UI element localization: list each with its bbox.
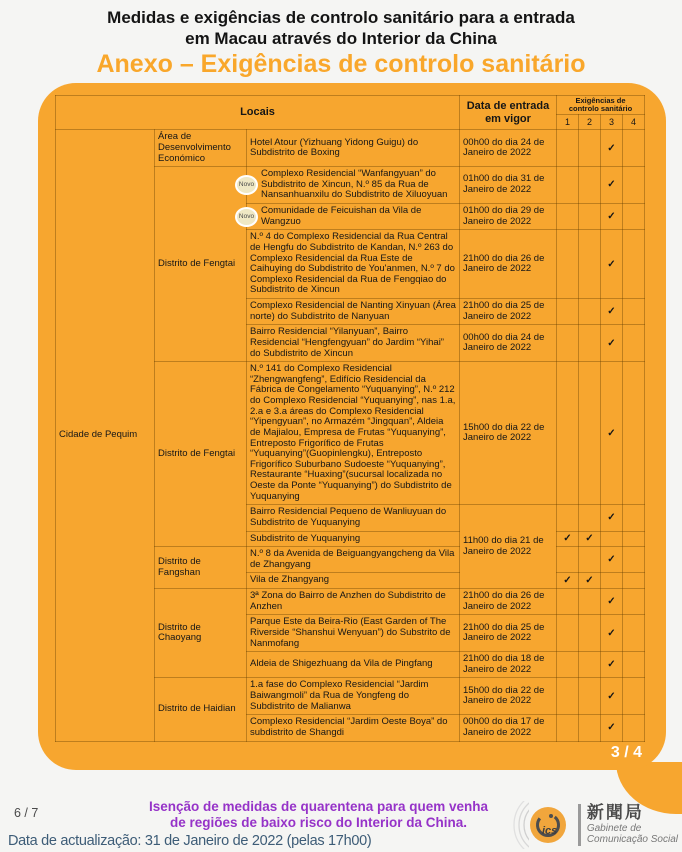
- annex-subtitle: Anexo – Exigências de controlo sanitário: [96, 49, 586, 78]
- district-cell: Distrito de Fangshan: [155, 547, 247, 589]
- check-cell-4: [623, 589, 645, 615]
- check-cell-1: [557, 547, 579, 573]
- document-page-number: 6 / 7: [14, 806, 39, 820]
- check-cell-3: ✓: [601, 130, 623, 167]
- check-cell-3: ✓: [601, 615, 623, 652]
- date-cell: 11h00 do dia 21 de Janeiro de 2022: [460, 505, 557, 589]
- panel-page-indicator: 3 / 4: [610, 743, 642, 761]
- location-cell: N.º 4 do Complexo Residencial da Rua Central de Hengfu do Subdistrito de Kandan, N.º 263 do Complexo Residencial da Rua Este de Caihuying do Subdistrito de You'anmen, N.º 7 do Complexo Residencial da Rua de Fengqiao do Subdistrito de Xincun: [247, 230, 460, 299]
- col-header-3: 3: [601, 115, 623, 130]
- col-header-2: 2: [579, 115, 601, 130]
- ics-logo-mark: [496, 801, 576, 849]
- check-cell-3: ✓: [601, 325, 623, 362]
- check-cell-2: [579, 615, 601, 652]
- date-cell: 01h00 do dia 29 de Janeiro de 2022: [460, 204, 557, 230]
- check-cell-3: ✓: [601, 204, 623, 230]
- location-cell: Bairro Residencial “Yilanyuan”, Bairro Residencial “Hengfengyuan” do Jardim “Yihai” do Subdistrito de Xincun: [247, 325, 460, 362]
- exemption-note-line1: Isenção de medidas de quarentena para quem venha: [148, 799, 489, 814]
- location-cell: Parque Este da Beira-Rio (East Garden of The Riverside “Shanshui Wenyuan”) do Substrito de Nanmofang: [247, 615, 460, 652]
- col-header-4: 4: [623, 115, 645, 130]
- logo-chinese-name: 新聞局: [586, 803, 644, 823]
- svg-text:ics: ics: [541, 825, 558, 837]
- page-title-line2: em Macau através do Interior da China: [185, 29, 497, 49]
- col-header-locais: Locais: [56, 95, 460, 130]
- check-cell-4: [623, 652, 645, 678]
- check-cell-2: [579, 230, 601, 299]
- col-header-1: 1: [557, 115, 579, 130]
- exemption-note: [140, 799, 497, 831]
- check-cell-4: [623, 299, 645, 325]
- check-cell-1: [557, 130, 579, 167]
- check-cell-3: ✓: [601, 715, 623, 741]
- logo-text-block: [587, 804, 678, 846]
- location-cell: N.º 8 da Avenida de Beiguangyangcheng da Vila de Zhangyang: [247, 547, 460, 573]
- logo-portuguese-name-line2: Comunicação Social: [586, 834, 678, 846]
- col-header-date: Data de entrada em vigor: [460, 95, 557, 130]
- district-cell: Distrito de Haidian: [155, 678, 247, 741]
- location-text: Complexo Residencial “Wanfangyuan” do Subdistrito de Xincun, N.º 85 da Rua de Nansanhuanxilu do Subdistrito de Xiluoyuan: [261, 168, 448, 201]
- city-cell: Cidade de Pequim: [56, 130, 155, 741]
- check-cell-1: [557, 230, 579, 299]
- document-footer: [0, 798, 682, 852]
- date-cell: 00h00 do dia 24 de Janeiro de 2022: [460, 325, 557, 362]
- date-cell: 01h00 do dia 31 de Janeiro de 2022: [460, 167, 557, 204]
- check-cell-2: [579, 505, 601, 531]
- date-cell: 00h00 do dia 17 de Janeiro de 2022: [460, 715, 557, 741]
- check-cell-1: ✓: [557, 531, 579, 547]
- check-cell-4: [623, 531, 645, 547]
- check-cell-2: [579, 299, 601, 325]
- check-cell-1: [557, 167, 579, 204]
- check-cell-4: [623, 325, 645, 362]
- check-cell-1: [557, 589, 579, 615]
- date-cell: 21h00 do dia 26 de Janeiro de 2022: [460, 589, 557, 615]
- location-text: Comunidade de Feicuishan da Vila de Wangzuo: [261, 205, 422, 227]
- col-header-exigencias: [557, 95, 645, 115]
- check-cell-2: [579, 652, 601, 678]
- check-cell-4: [623, 204, 645, 230]
- check-cell-3: ✓: [601, 362, 623, 505]
- location-cell: Subdistrito de Yuquanying: [247, 531, 460, 547]
- logo-portuguese-name-line1: Gabinete de: [586, 822, 642, 834]
- table-row: [56, 130, 645, 167]
- table-header-row: [56, 95, 645, 115]
- document-header: [0, 0, 682, 77]
- date-cell: 21h00 do dia 18 de Janeiro de 2022: [460, 652, 557, 678]
- check-cell-2: [579, 715, 601, 741]
- check-cell-2: [579, 362, 601, 505]
- novo-badge: Novo: [235, 175, 258, 195]
- date-cell: 21h00 do dia 25 de Janeiro de 2022: [460, 615, 557, 652]
- check-cell-3: ✓: [601, 652, 623, 678]
- location-cell: [238, 204, 460, 230]
- date-cell: 21h00 do dia 25 de Janeiro de 2022: [460, 299, 557, 325]
- date-cell: 15h00 do dia 22 de Janeiro de 2022: [460, 362, 557, 505]
- date-cell: 00h00 do dia 24 de Janeiro de 2022: [460, 130, 557, 167]
- check-cell-2: ✓: [579, 573, 601, 589]
- requirements-table: [55, 95, 645, 742]
- check-cell-4: [623, 505, 645, 531]
- location-cell: Complexo Residencial de Nanting Xinyuan (Área norte) do Subdistrito de Nanyuan: [247, 299, 460, 325]
- check-cell-2: [579, 589, 601, 615]
- check-cell-3: ✓: [601, 230, 623, 299]
- district-cell: Área de Desenvolvimento Económico: [155, 130, 247, 167]
- check-cell-3: ✓: [601, 167, 623, 204]
- location-cell: 1.a fase do Complexo Residencial “Jardim Baiwangmoli” da Rua de Yongfeng do Subdistrito de Malianwa: [247, 678, 460, 715]
- check-cell-1: [557, 325, 579, 362]
- col-header-exigencias-line1: Exigências de: [575, 95, 626, 105]
- check-cell-2: [579, 547, 601, 573]
- novo-badge: Novo: [235, 207, 258, 227]
- check-cell-4: [623, 547, 645, 573]
- check-cell-4: [623, 130, 645, 167]
- logo-divider: [578, 804, 581, 846]
- check-cell-4: [623, 715, 645, 741]
- date-cell: 15h00 do dia 22 de Janeiro de 2022: [460, 678, 557, 715]
- check-cell-1: [557, 678, 579, 715]
- update-date: Data de actualização: 31 de Janeiro de 2022 (pelas 17h00): [8, 833, 372, 849]
- check-cell-1: [557, 204, 579, 230]
- check-cell-4: [623, 167, 645, 204]
- location-cell: Hotel Atour (Yizhuang Yidong Guigu) do Subdistrito de Boxing: [247, 130, 460, 167]
- district-cell: Distrito de Chaoyang: [155, 589, 247, 678]
- check-cell-3: [601, 531, 623, 547]
- check-cell-4: [623, 615, 645, 652]
- check-cell-3: ✓: [601, 589, 623, 615]
- check-cell-3: ✓: [601, 547, 623, 573]
- check-cell-1: [557, 615, 579, 652]
- location-cell: Aldeia de Shigezhuang da Vila de Pingfang: [247, 652, 460, 678]
- district-cell: Distrito de Fengtai: [155, 167, 247, 362]
- check-cell-1: [557, 362, 579, 505]
- check-cell-2: [579, 130, 601, 167]
- check-cell-2: ✓: [579, 531, 601, 547]
- requirements-panel: [38, 83, 666, 770]
- check-cell-4: [623, 230, 645, 299]
- check-cell-2: [579, 678, 601, 715]
- location-cell: Bairro Residencial Pequeno de Wanliuyuan do Subdistrito de Yuquanying: [247, 505, 460, 531]
- check-cell-3: ✓: [601, 299, 623, 325]
- check-cell-3: ✓: [601, 678, 623, 715]
- location-cell: N.º 141 do Complexo Residencial “Zhengwangfeng”, Edifício Residencial da Fábrica de Congelamento “Yuquanying”, N.º 212 do Complexo Residencial “Yuquanying”, nas 1.a, 2.a e 3.a áreas do Complexo Residencial “Yipengyuan”, no Armazém “Jingquan”, Aldeia de Majialou, Empresa de Frutas “Yuquanying”, Entreposto Frigorífico de Frutas “Yuquanying”(Guopinlengku), Entreposto Frigorífico Suburbano Sudoeste “Yuquanying”, Restaurante “Huaxing”(sucursal localizada no Oeste da Ponte “Yuquanying”) do Subdistrito de Yuquanying: [247, 362, 460, 505]
- ics-bureau-logo: [496, 801, 678, 849]
- check-cell-2: [579, 204, 601, 230]
- check-cell-1: [557, 299, 579, 325]
- check-cell-4: [623, 678, 645, 715]
- check-cell-1: ✓: [557, 573, 579, 589]
- check-cell-3: [601, 573, 623, 589]
- check-cell-2: [579, 325, 601, 362]
- check-cell-1: [557, 505, 579, 531]
- check-cell-2: [579, 167, 601, 204]
- col-header-exigencias-line2: controlo sanitário: [568, 104, 633, 113]
- location-cell: Vila de Zhangyang: [247, 573, 460, 589]
- exemption-note-line2: de regiões de baixo risco do Interior da China.: [169, 815, 468, 831]
- check-cell-1: [557, 652, 579, 678]
- check-cell-3: ✓: [601, 505, 623, 531]
- check-cell-4: [623, 362, 645, 505]
- check-cell-1: [557, 715, 579, 741]
- location-cell: Complexo Residencial “Jardim Oeste Boya” do subdistrito de Shangdi: [247, 715, 460, 741]
- check-cell-4: [623, 573, 645, 589]
- location-cell: 3ª Zona do Bairro de Anzhen do Subdistrito de Anzhen: [247, 589, 460, 615]
- page-title-line1: Medidas e exigências de controlo sanitário para a entrada: [107, 8, 575, 27]
- district-cell: Distrito de Fengtai: [155, 362, 247, 547]
- date-cell: 21h00 do dia 26 de Janeiro de 2022: [460, 230, 557, 299]
- location-cell: [238, 167, 460, 204]
